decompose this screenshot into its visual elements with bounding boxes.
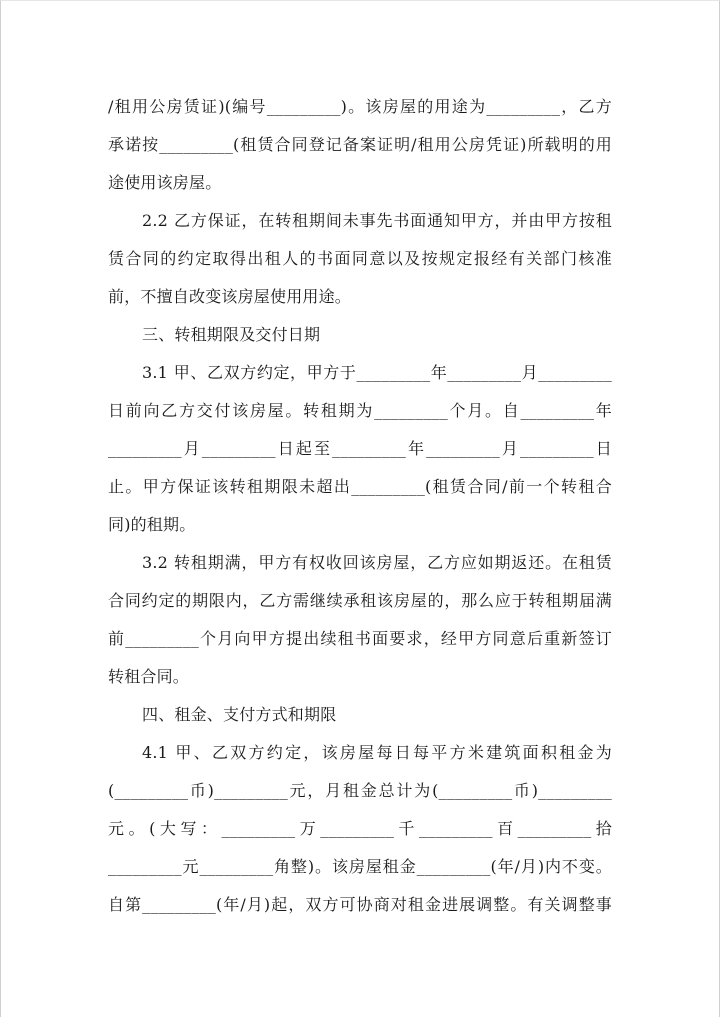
text-line: 赁合同的约定取得出租人的书面同意以及按规定报经有关部门核准 xyxy=(108,249,612,268)
text-line: 止。甲方保证该转租期限未超出_________(租赁合同/前一个转租合 xyxy=(108,477,612,496)
section-heading-3: 三、转租期限及交付日期 xyxy=(142,325,321,344)
text-line: 前_________个月向甲方提出续租书面要求，经甲方同意后重新签订 xyxy=(108,629,612,648)
text-line: 前，不擅自改变该房屋使用用途。 xyxy=(108,287,352,306)
section-heading-4: 四、租金、支付方式和期限 xyxy=(142,705,337,724)
text-line: 转租合同。 xyxy=(108,667,190,686)
text-line: 元。(大写：_________万_________千_________百_________拾 xyxy=(108,819,612,838)
text-line: (_________币)_________元，月租金总计为(_________币)_________ xyxy=(108,781,612,800)
text-line: 自第_________(年/月)起，双方可协商对租金进展调整。有关调整事 xyxy=(108,895,612,914)
text-line: 途使用该房屋。 xyxy=(108,173,222,192)
clause-3-1-line: 3.1 甲、乙双方约定，甲方于_________年_________月_________ xyxy=(142,363,612,382)
text-line: _________月_________日起至_________年_________月_________日 xyxy=(108,439,612,458)
clause-3-2-line: 3.2 转租期满，甲方有权收回该房屋，乙方应如期返还。在租赁 xyxy=(142,553,612,572)
clause-4-1-line: 4.1 甲、乙双方约定，该房屋每日每平方米建筑面积租金为 xyxy=(142,743,612,762)
clause-2-2-line: 2.2 乙方保证，在转租期间未事先书面通知甲方，并由甲方按租 xyxy=(142,211,612,230)
text-line: /租用公房赁证)(编号_________)。该房屋的用途为_________，乙方 xyxy=(108,97,612,116)
text-line: 合同约定的期限内，乙方需继续承租该房屋的，那么应于转租期届满 xyxy=(108,591,612,610)
text-line: _________元_________角整)。该房屋租金_________(年/月)内不变。 xyxy=(108,857,612,876)
text-line: 日前向乙方交付该房屋。转租期为_________个月。自_________年 xyxy=(108,401,612,420)
text-line: 承诺按_________(租赁合同登记备案证明/租用公房凭证)所载明的用 xyxy=(108,135,612,154)
text-line: 同)的租期。 xyxy=(108,515,196,534)
